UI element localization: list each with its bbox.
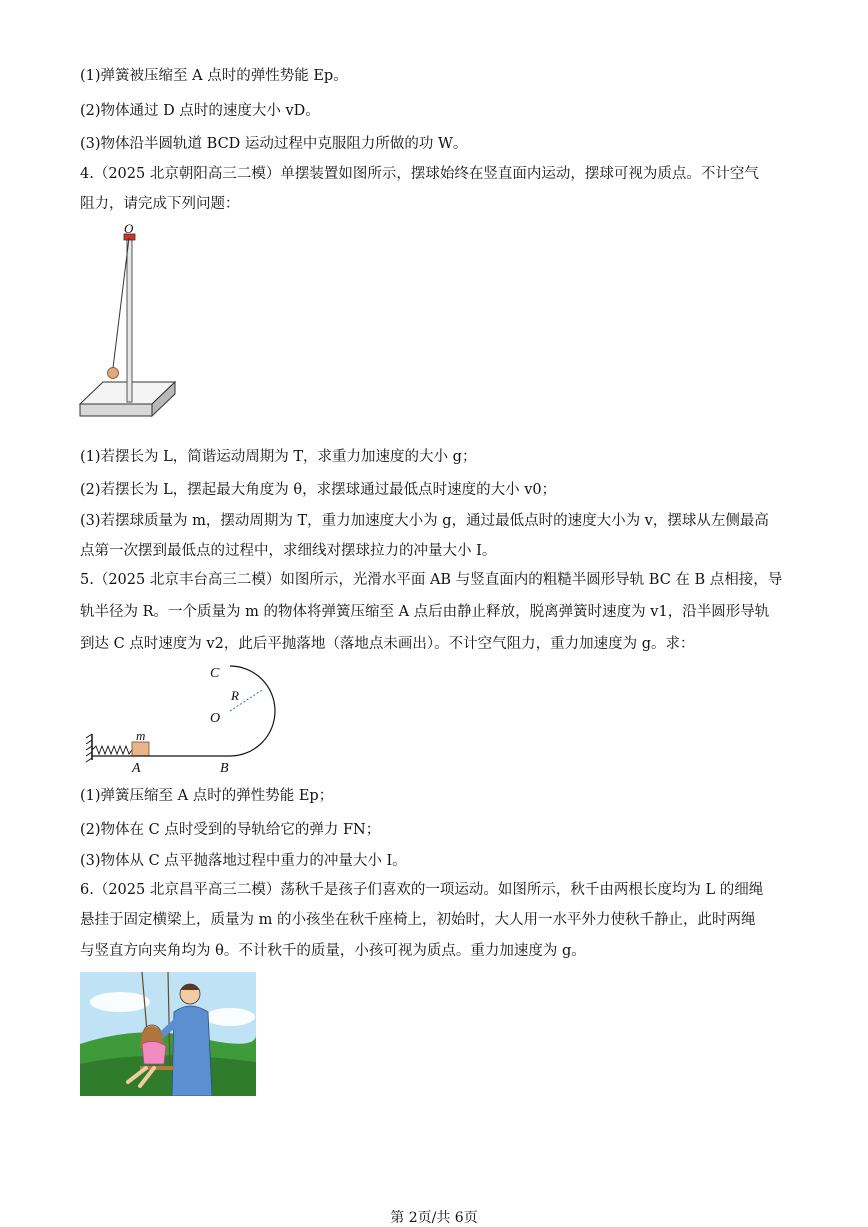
q4-part3-line1: (3)若摆球质量为 m，摆动周期为 T，重力加速度大小为 g，通过最低点时的速度大小为 v，摆球从左侧最高 (80, 513, 769, 529)
q6-stem-line3: 与竖直方向夹角均为 θ。不计秋千的质量，小孩可视为质点。重力加速度为 g。 (80, 943, 586, 959)
q5-part3: (3)物体从 C 点平抛落地过程中重力的冲量大小 I。 (80, 853, 407, 869)
track-label-B: B (220, 761, 229, 776)
track-label-C: C (210, 666, 220, 681)
q4-part2: (2)若摆长为 L，摆起最大角度为 θ，求摆球通过最低点时速度的大小 v0； (80, 482, 557, 498)
q5-stem-line2: 轨半径为 R。一个质量为 m 的物体将弹簧压缩至 A 点后由静止释放，脱离弹簧时速度为 v1，沿半圆形导轨 (80, 604, 770, 620)
q4-stem-line2: 阻力，请完成下列问题： (80, 196, 240, 212)
q5-part1: (1)弹簧压缩至 A 点时的弹性势能 Ep； (80, 788, 334, 804)
q5-part2: (2)物体在 C 点时受到的导轨给它的弹力 FN； (80, 822, 381, 838)
q4-part1: (1)若摆长为 L，简谐运动周期为 T，求重力加速度的大小 g； (80, 449, 477, 465)
pendulum-figure (78, 222, 178, 437)
track-label-A: A (132, 761, 141, 776)
q3-part2: (2)物体通过 D 点时的速度大小 vD。 (80, 103, 320, 119)
q3-part3: (3)物体沿半圆轨道 BCD 运动过程中克服阻力所做的功 W。 (80, 136, 468, 152)
q5-stem-line3: 到达 C 点时速度为 v2，此后平抛落地（落地点未画出）。不计空气阻力，重力加速度为 g。求： (80, 636, 695, 652)
track-figure (84, 660, 284, 778)
q4-part3-line2: 点第一次摆到最低点的过程中，求细线对摆球拉力的冲量大小 I。 (80, 543, 497, 559)
q6-stem-line1: 6.（2025 北京昌平高三二模）荡秋千是孩子们喜欢的一项运动。如图所示，秋千由两根长度均为 L 的细绳 (80, 882, 764, 898)
q4-stem-line1: 4.（2025 北京朝阳高三二模）单摆装置如图所示，摆球始终在竖直面内运动，摆球可视为质点。不计空气 (80, 166, 759, 182)
q3-part1: (1)弹簧被压缩至 A 点时的弹性势能 Ep。 (80, 68, 348, 84)
track-label-R: R (231, 688, 239, 703)
track-label-O: O (210, 711, 221, 726)
q5-stem-line1: 5.（2025 北京丰台高三二模）如图所示，光滑水平面 AB 与竖直面内的粗糙半圆形导轨 BC 在 B 点相接，导 (80, 572, 783, 588)
q6-stem-line2: 悬挂于固定横梁上，质量为 m 的小孩坐在秋千座椅上，初始时，大人用一水平外力使秋千静止，此时两绳 (80, 912, 756, 928)
track-label-m: m (136, 728, 146, 743)
swing-illustration (80, 972, 256, 1096)
page-footer: 第 2页/共 6页 (390, 1210, 478, 1226)
pendulum-label-O: O (124, 222, 134, 236)
